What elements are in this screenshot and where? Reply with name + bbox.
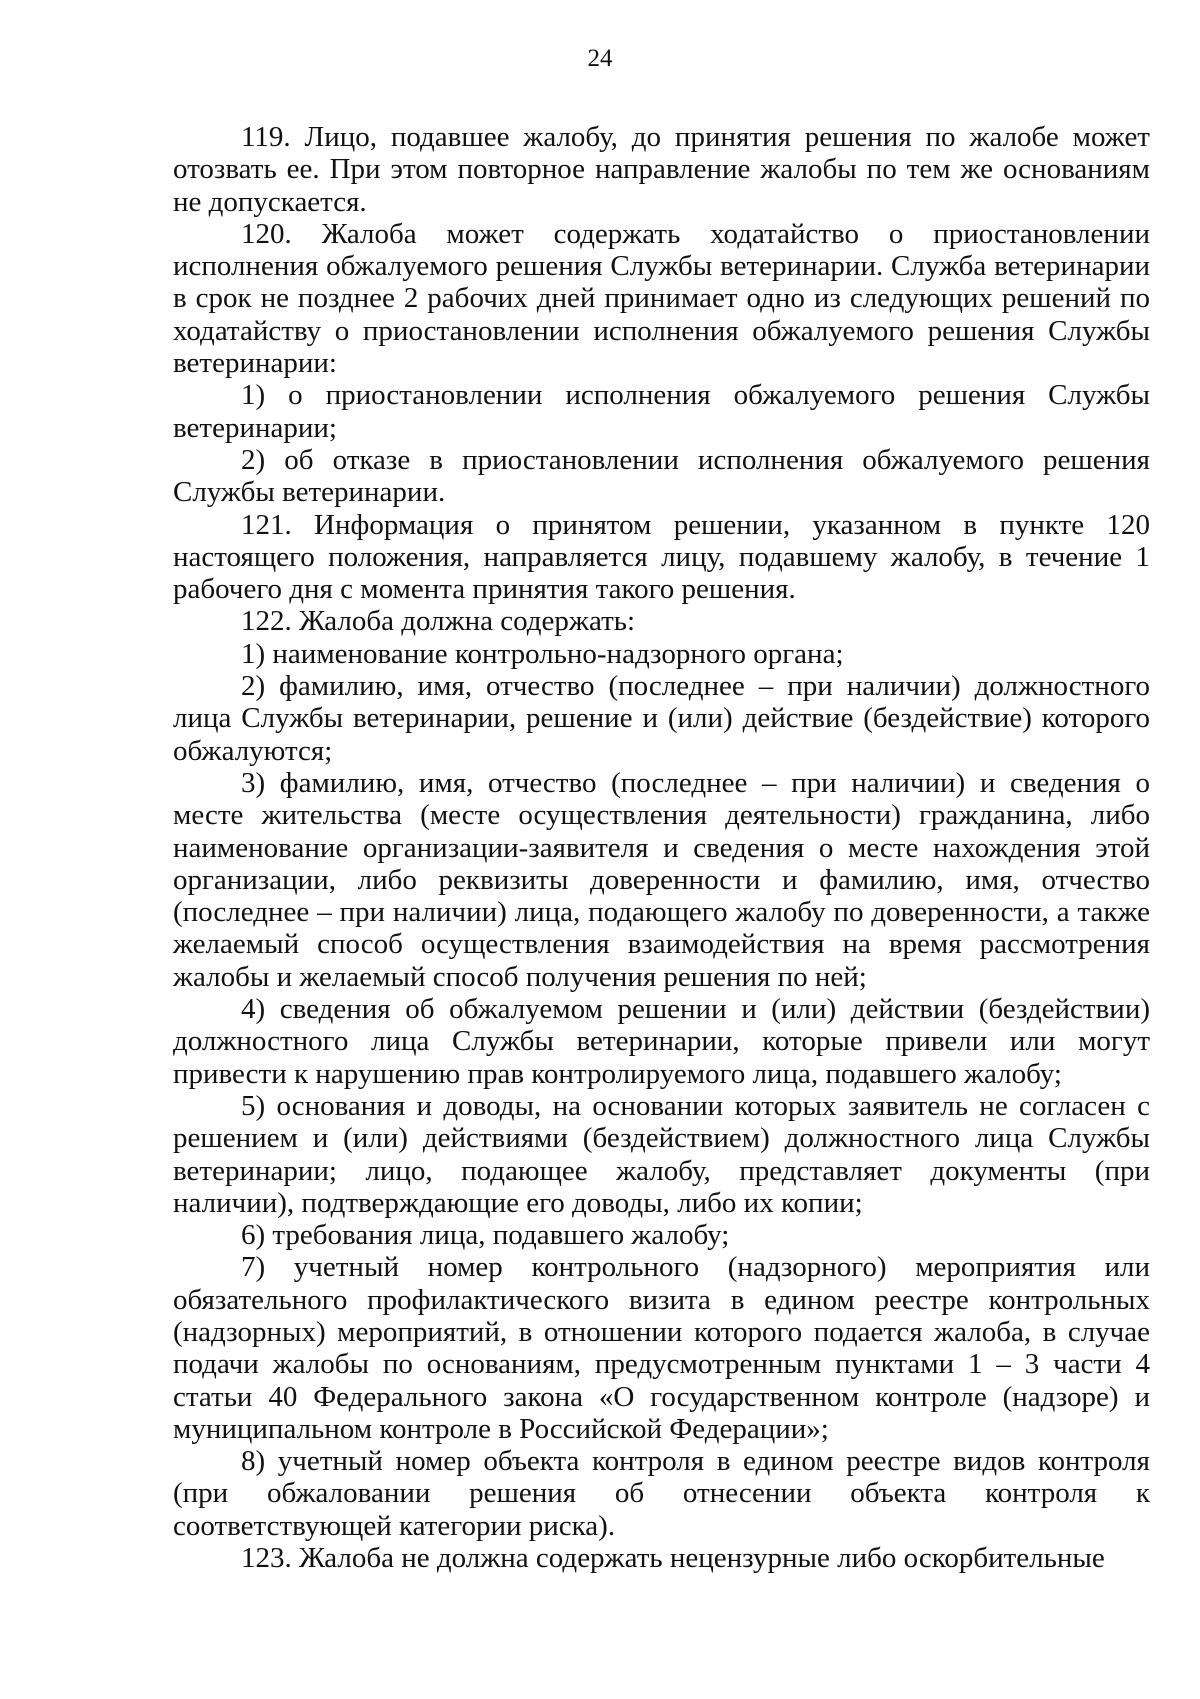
paragraph-122-item-1: 1) наименование контрольно-надзорного органа; xyxy=(241,637,844,670)
paragraph-123: 123. Жалоба не должна содержать нецензурные либо оскорбительные xyxy=(241,1542,1105,1575)
paragraph-120: 120. Жалоба может содержать ходатайство о приостановлении исполнения обжалуемого решения Службы ветеринарии. Служба ветеринарии в срок не позднее 2 рабочих дней принимает одно из следующих решений по ходатайству о приостановлении исполнения обжалуемого решения Службы ветеринарии: xyxy=(173,217,1150,380)
paragraph-122-item-7: 7) учетный номер контрольного (надзорного) мероприятия или обязательного профилактического визита в едином реестре контрольных (надзорных) мероприятий, в отношении которого подается жалоба, в случае подачи жалобы по основаниям, предусмотренным пунктами 1 – 3 части 4 статьи 40 Федерального закона «О государственном контроле (надзоре) и муниципальном контроле в Российской Федерации»; xyxy=(173,1251,1150,1445)
paragraph-120-item-1: 1) о приостановлении исполнения обжалуемого решения Службы ветеринарии; xyxy=(173,379,1150,444)
paragraph-122-item-3: 3) фамилию, имя, отчество (последнее – при наличии) и сведения о месте жительства (месте осуществления деятельности) гражданина, либо наименование организации-заявителя и сведения о месте нахождения этой организации, либо реквизиты доверенности и фамилию, имя, отчество (последнее – при наличии) лица, подающего жалобу по доверенности, а также желаемый способ осуществления взаимодействия на время рассмотрения жалобы и желаемый способ получения решения по ней; xyxy=(173,766,1150,993)
page-number: 24 xyxy=(587,45,613,72)
paragraph-122-item-5: 5) основания и доводы, на основании которых заявитель не согласен с решением и (или) действиями (бездействием) должностного лица Службы ветеринарии; лицо, подающее жалобу, представляет документы (при наличии), подтверждающие его доводы, либо их копии; xyxy=(173,1089,1150,1219)
paragraph-120-item-2: 2) об отказе в приостановлении исполнения обжалуемого решения Службы ветеринарии. xyxy=(173,443,1150,509)
document-body xyxy=(173,121,1150,1574)
paragraph-122-item-2: 2) фамилию, имя, отчество (последнее – при наличии) должностного лица Службы ветеринарии, решение и (или) действие (бездействие) которого обжалуются; xyxy=(173,670,1150,767)
paragraph-121: 121. Информация о принятом решении, указанном в пункте 120 настоящего положения, направляется лицу, подавшему жалобу, в течение 1 рабочего дня с момента принятия такого решения. xyxy=(173,508,1150,606)
paragraph-122-item-6: 6) требования лица, подавшего жалобу; xyxy=(241,1219,730,1252)
paragraph-122: 122. Жалоба должна содержать: xyxy=(241,605,636,638)
paragraph-122-item-8: 8) учетный номер объекта контроля в едином реестре видов контроля (при обжаловании решения об отнесении объекта контроля к соответствующей категории риска). xyxy=(173,1445,1150,1542)
paragraph-122-item-4: 4) сведения об обжалуемом решении и (или) действии (бездействии) должностного лица Службы ветеринарии, которые привели или могут привести к нарушению прав контролируемого лица, подавшего жалобу; xyxy=(173,993,1150,1090)
paragraph-119: 119. Лицо, подавшее жалобу, до принятия решения по жалобе может отозвать ее. При этом повторное направление жалобы по тем же основаниям не допускается. xyxy=(173,121,1150,218)
